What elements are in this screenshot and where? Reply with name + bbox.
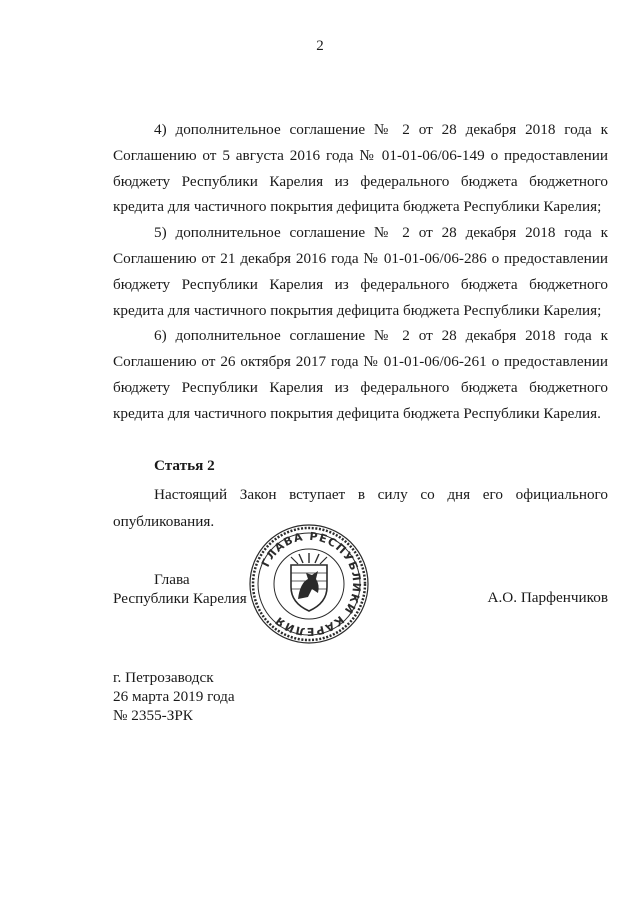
article-paragraph: Настоящий Закон вступает в силу со дня его официального опубликования.: [113, 486, 608, 530]
signatory-name: А.О. Парфенчиков: [487, 589, 608, 606]
signatory-title-line1: Глава: [154, 571, 190, 588]
signatory-title: [113, 570, 247, 608]
paragraph-item-5: 5) дополнительное соглашение № 2 от 28 декабря 2018 года к Соглашению от 21 декабря 2016 года № 01-01-06/06-286 о предоставлении бюджету Республики Карелия из федерального бюджета бюджетного кредита для частичного покрытия дефицита бюджета Республики Карелия;: [113, 224, 608, 319]
place-date-block: [113, 668, 235, 725]
place: г. Петрозаводск: [113, 669, 214, 686]
law-number: № 2355-ЗРК: [113, 707, 193, 724]
paragraph-item-6: 6) дополнительное соглашение № 2 от 28 декабря 2018 года к Соглашению от 26 октября 2017 года № 01-01-06/06-261 о предоставлении бюджету Республики Карелия из федерального бюджета бюджетного кредита для частичного покрытия дефицита бюджета Республики Карелия.: [113, 327, 608, 422]
signatory-title-line2: Республики Карелия: [113, 590, 247, 607]
official-seal-icon: [248, 523, 370, 645]
paragraph-item-4: 4) дополнительное соглашение № 2 от 28 декабря 2018 года к Соглашению от 5 августа 2016 года № 01-01-06/06-149 о предоставлении бюджету Республики Карелия из федерального бюджета бюджетного кредита для частичного покрытия дефицита бюджета Республики Карелия;: [113, 121, 608, 216]
article-title: Статья 2: [154, 457, 215, 474]
svg-text:ГЛАВА РЕСПУБЛИКИ КАРЕЛИЯ: ГЛАВА РЕСПУБЛИКИ КАРЕЛИЯ: [258, 529, 364, 639]
law-body: [113, 117, 608, 427]
date: 26 марта 2019 года: [113, 688, 235, 705]
page-number: 2: [316, 38, 324, 54]
